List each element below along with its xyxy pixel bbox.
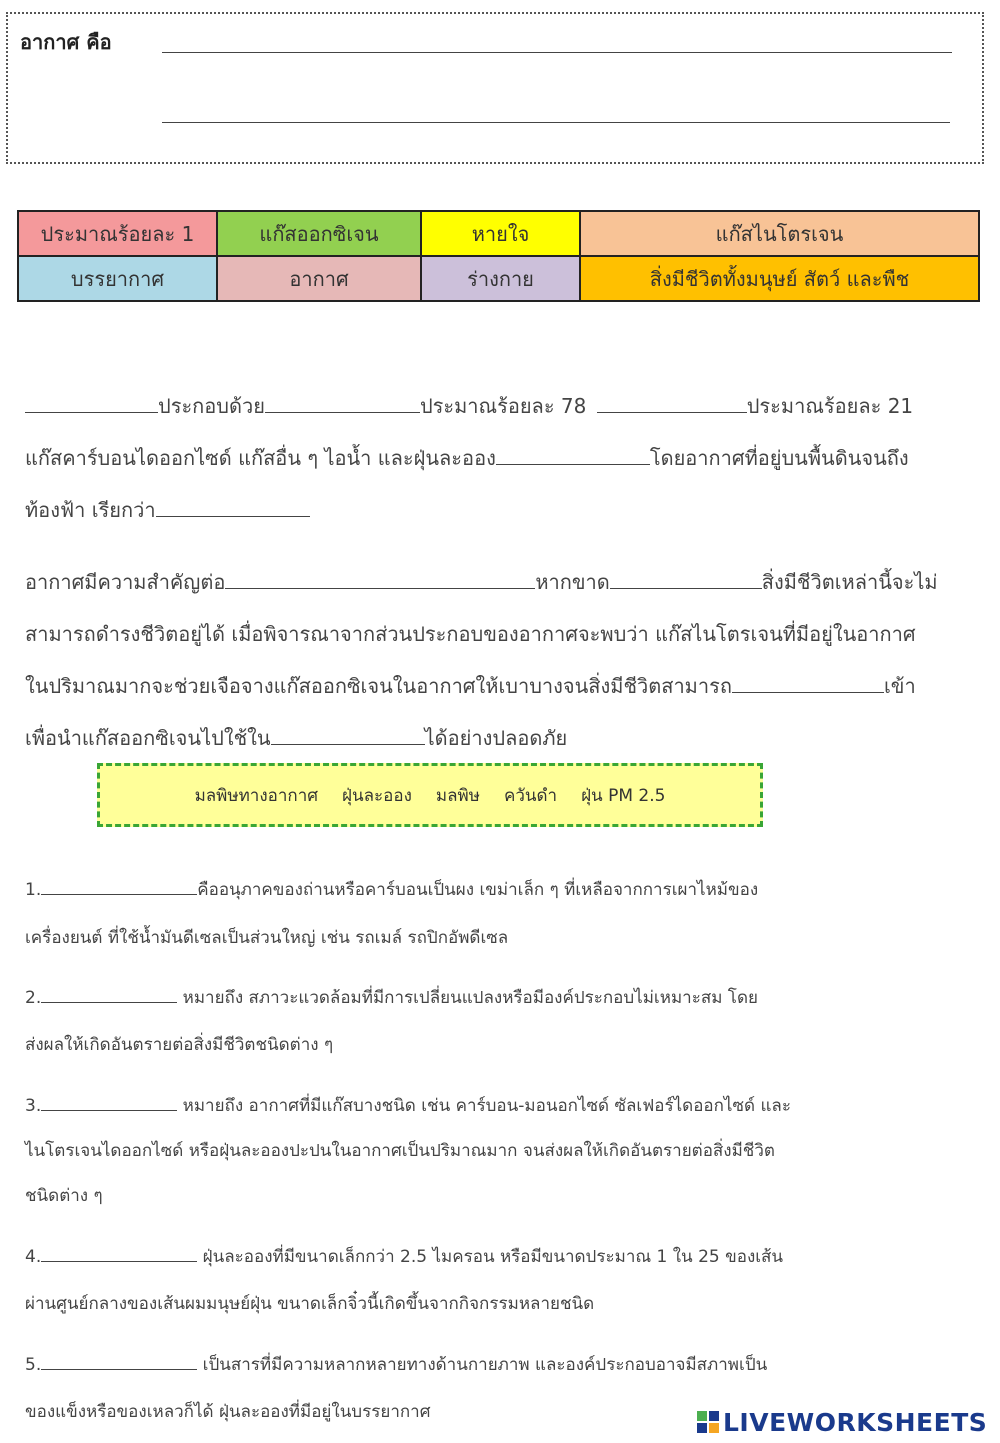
answer-blank[interactable] [496, 446, 650, 465]
text-segment: อากาศมีความสำคัญต่อ [25, 570, 226, 594]
text-segment: เพื่อนำแก๊สออกซิเจนไปใช้ใน [25, 726, 271, 750]
answer-blank[interactable] [271, 726, 425, 745]
paragraph-1-line-2 [25, 442, 909, 474]
word-bank-item[interactable]: หายใจ [421, 211, 580, 256]
answer-blank[interactable] [156, 498, 310, 517]
text-segment: ประมาณร้อยละ 21 [746, 394, 914, 418]
question-number: 2. [25, 988, 42, 1008]
paragraph-2-line-2 [25, 618, 916, 650]
question-4-continued: ผ่านศูนย์กลางของเส้นผมมนุษย์ฝุ่น ขนาดเล็กจิ๋วนี้เกิดขึ้นจากกิจกรรมหลายชนิด [25, 1294, 595, 1314]
word-bank-item[interactable]: แก๊สออกซิเจน [217, 211, 421, 256]
liveworksheets-logo-icon [697, 1411, 719, 1433]
answer-blank[interactable] [265, 394, 420, 413]
question-text: ฝุ่นละอองที่มีขนาดเล็กกว่า 2.5 ไมครอน หรือมีขนาดประมาณ 1 ใน 25 ของเส้น [202, 1247, 784, 1267]
liveworksheets-logo-text: LIVEWORKSHEETS [723, 1407, 988, 1437]
definition-answer-line-2[interactable] [162, 122, 950, 123]
word-bank-table [17, 210, 980, 302]
answer-blank[interactable] [25, 394, 158, 413]
question-text: หมายถึง อากาศที่มีแก๊สบางชนิด เช่น คาร์บอน-มอนอกไซด์ ซัลเฟอร์ไดออกไซด์ และ [182, 1096, 791, 1116]
paragraph-2-line-1 [25, 566, 938, 598]
question-1-continued: เครื่องยนต์ ที่ใช้น้ำมันดีเซลเป็นส่วนใหญ่ เช่น รถเมล์ รถปิกอัพดีเซล [25, 928, 509, 948]
word-bank-item[interactable]: สิ่งมีชีวิตทั้งมนุษย์ สัตว์ และพืช [580, 256, 979, 301]
pollution-word[interactable]: ฝุ่นละออง [342, 785, 412, 806]
definition-answer-line-1[interactable] [162, 52, 952, 53]
question-2 [25, 984, 758, 1011]
answer-blank[interactable] [41, 876, 197, 895]
paragraph-1-line-3 [25, 494, 310, 526]
question-text: เป็นสารที่มีความหลากหลายทางด้านกายภาพ และองค์ประกอบอาจมีสภาพเป็น [202, 1355, 768, 1375]
question-1 [25, 876, 758, 903]
word-bank-item[interactable]: แก๊สไนโตรเจน [580, 211, 979, 256]
text-segment: ได้อย่างปลอดภัย [424, 726, 568, 750]
pollution-word[interactable]: มลพิษ [435, 785, 480, 806]
pollution-word-box [97, 763, 763, 827]
liveworksheets-logo [697, 1408, 987, 1436]
text-segment: สามารถดำรงชีวิตอยู่ได้ เมื่อพิจารณาจากส่วนประกอบของอากาศจะพบว่า แก๊สไนโตรเจนที่มีอยู่ในอากาศ [25, 622, 916, 646]
answer-blank[interactable] [225, 570, 535, 589]
text-segment: สิ่งมีชีวิตเหล่านี้จะไม่ [761, 570, 938, 594]
question-text: หมายถึง สภาวะแวดล้อมที่มีการเปลี่ยนแปลงหรือมีองค์ประกอบไม่เหมาะสม โดย [182, 988, 758, 1008]
word-bank-item[interactable]: อากาศ [217, 256, 421, 301]
text-segment: ประกอบด้วย [158, 394, 265, 418]
definition-box [6, 12, 984, 164]
answer-blank[interactable] [597, 394, 747, 413]
paragraph-2-line-3 [25, 670, 916, 702]
answer-blank[interactable] [41, 1092, 177, 1111]
text-segment: โดยอากาศที่อยู่บนพื้นดินจนถึง [649, 446, 909, 470]
answer-blank[interactable] [41, 1351, 197, 1370]
pollution-word-list [100, 766, 760, 824]
paragraph-1-line-1 [25, 390, 913, 422]
answer-blank[interactable] [41, 1243, 197, 1262]
question-2-continued: ส่งผลให้เกิดอันตรายต่อสิ่งมีชีวิตชนิดต่าง ๆ [25, 1035, 334, 1055]
question-number: 3. [25, 1096, 42, 1116]
answer-blank[interactable] [610, 570, 762, 589]
question-3-continued: ชนิดต่าง ๆ [25, 1186, 103, 1206]
text-segment: ในปริมาณมากจะช่วยเจือจางแก๊สออกซิเจนในอากาศให้เบาบางจนสิ่งมีชีวิตสามารถ [25, 674, 732, 698]
definition-label: อากาศ คือ [20, 30, 112, 54]
question-5-continued: ของแข็งหรือของเหลวก็ได้ ฝุ่นละอองที่มีอยู่ในบรรยากาศ [25, 1402, 431, 1422]
question-number: 1. [25, 880, 42, 900]
text-segment: แก๊สคาร์บอนไดออกไซด์ แก๊สอื่น ๆ ไอน้ำ และฝุ่นละออง [25, 446, 496, 470]
pollution-word[interactable]: มลพิษทางอากาศ [194, 785, 319, 806]
text-segment: เข้า [883, 674, 916, 698]
text-segment: หากขาด [535, 570, 610, 594]
question-text: คืออนุภาคของถ่านหรือคาร์บอนเป็นผง เขม่าเล็ก ๆ ที่เหลือจากการเผาไหม้ของ [197, 880, 759, 900]
word-bank-item[interactable]: บรรยากาศ [18, 256, 217, 301]
question-4 [25, 1243, 783, 1270]
question-3-continued: ไนโตรเจนไดออกไซด์ หรือฝุ่นละอองปะปนในอากาศเป็นปริมาณมาก จนส่งผลให้เกิดอันตรายต่อสิ่งมีชีวิต [25, 1141, 775, 1161]
word-bank-item[interactable]: ประมาณร้อยละ 1 [18, 211, 217, 256]
paragraph-2-line-4 [25, 722, 567, 754]
word-bank-item[interactable]: ร่างกาย [421, 256, 580, 301]
answer-blank[interactable] [41, 984, 177, 1003]
question-number: 5. [25, 1355, 42, 1375]
question-5 [25, 1351, 767, 1378]
question-3 [25, 1092, 791, 1119]
question-number: 4. [25, 1247, 42, 1267]
pollution-word[interactable]: ควันดำ [503, 785, 558, 806]
text-segment: ท้องฟ้า เรียกว่า [25, 498, 156, 522]
answer-blank[interactable] [732, 674, 884, 693]
pollution-word[interactable]: ฝุ่น PM 2.5 [581, 785, 666, 806]
text-segment: ประมาณร้อยละ 78 [419, 394, 587, 418]
